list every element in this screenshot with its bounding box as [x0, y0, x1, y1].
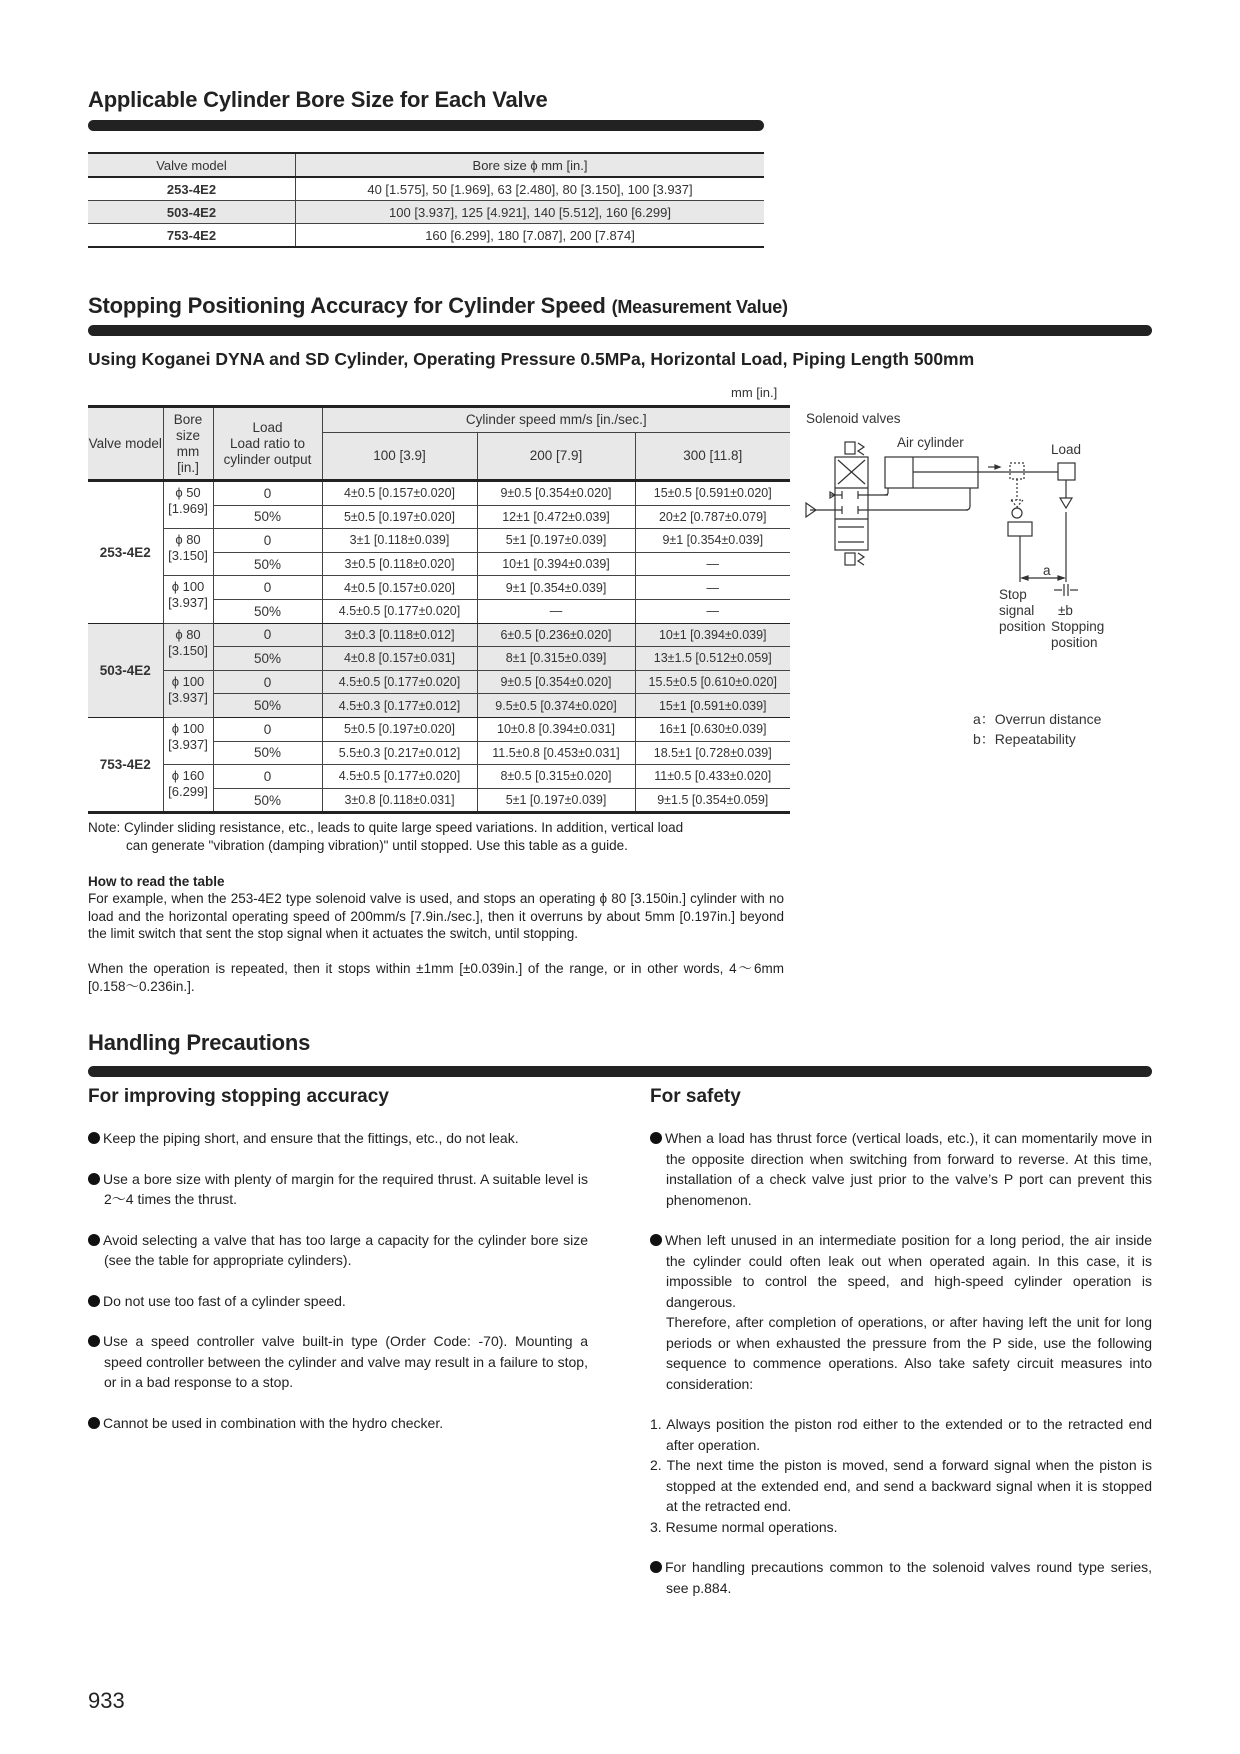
- table-row: [88, 670, 790, 694]
- solenoid-valve-icon: [835, 457, 868, 550]
- cell-load-ratio: 50%: [213, 505, 322, 529]
- load-icon: [1058, 463, 1075, 480]
- list-item: Avoid selecting a valve that has too large a capacity for the cylinder bore size (see the table for appropriate cylinders).: [88, 1230, 588, 1271]
- bullet-icon: [650, 1561, 662, 1573]
- header-valve-model: Valve model: [88, 407, 163, 481]
- cell-accuracy-value: 15±1 [0.591±0.039]: [635, 694, 790, 718]
- cell-bore-sizes: 100 [3.937], 125 [4.921], 140 [5.512], 160 [6.299]: [296, 201, 765, 224]
- bullet-icon: [88, 1234, 100, 1246]
- limit-switch-icon: [1008, 522, 1032, 536]
- label-load: Load: [1051, 442, 1082, 457]
- cell-accuracy-value: 11.5±0.8 [0.453±0.031]: [477, 741, 635, 765]
- table-row: [88, 717, 790, 741]
- cell-accuracy-value: 8±0.5 [0.315±0.020]: [477, 765, 635, 789]
- subsection-title-safety: For safety: [650, 1086, 741, 1107]
- cell-load-ratio: 50%: [213, 599, 322, 623]
- cell-accuracy-value: 9±1.5 [0.354±0.059]: [635, 788, 790, 813]
- list-item: When left unused in an intermediate position for a long period, the air inside the cylinder could often leak out when operated again. In this case, it is impossible to control the speed, and high-speed cylinder operation is dangerous.: [650, 1230, 1152, 1312]
- cell-accuracy-value: 3±1 [0.118±0.039]: [322, 529, 477, 553]
- table-row: [88, 177, 764, 201]
- cell-load-ratio: 50%: [213, 741, 322, 765]
- cell-bore-size: ϕ 100 [3.937]: [163, 717, 213, 764]
- header-speed-200: 200 [7.9]: [477, 433, 635, 481]
- header-speed-300: 300 [11.8]: [635, 433, 790, 481]
- cell-accuracy-value: 4.5±0.5 [0.177±0.020]: [322, 765, 477, 789]
- step-item: 1. Always position the piston rod either to the extended or to the retracted end after operation.: [650, 1416, 1152, 1453]
- cell-accuracy-value: 9±1 [0.354±0.039]: [635, 529, 790, 553]
- list-item: When a load has thrust force (vertical loads, etc.), it can momentarily move in the opposite direction when switching from forward to reverse. At this time, installation of a check valve just prior to the valve’s P port can prevent this phenomenon.: [650, 1128, 1152, 1210]
- cell-accuracy-value: 3±0.3 [0.118±0.012]: [322, 623, 477, 647]
- cell-accuracy-value: 4.5±0.3 [0.177±0.012]: [322, 694, 477, 718]
- header-load: Load Load ratio to cylinder output: [213, 407, 322, 481]
- cell-accuracy-value: 3±0.8 [0.118±0.031]: [322, 788, 477, 813]
- cell-valve-model: 753-4E2: [88, 717, 163, 812]
- header-bore-size: Bore size mm [in.]: [163, 407, 213, 481]
- cell-accuracy-value: 8±1 [0.315±0.039]: [477, 647, 635, 671]
- cell-accuracy-value: 12±1 [0.472±0.039]: [477, 505, 635, 529]
- cell-accuracy-value: 5±1 [0.197±0.039]: [477, 529, 635, 553]
- table-row: [88, 576, 790, 600]
- bore-size-table: [88, 152, 764, 248]
- label-air-cylinder: Air cylinder: [897, 435, 964, 450]
- header-cylinder-speed: Cylinder speed mm/s [in./sec.]: [322, 407, 790, 433]
- table-row: [88, 481, 790, 506]
- cell-accuracy-value: 5±0.5 [0.197±0.020]: [322, 717, 477, 741]
- list-item: Cannot be used in combination with the hydro checker.: [88, 1413, 588, 1434]
- step-item: 3. Resume normal operations.: [650, 1518, 838, 1535]
- bullet-icon: [88, 1295, 100, 1307]
- section-title-handling-precautions: Handling Precautions: [88, 1030, 311, 1055]
- cell-valve-model: 503-4E2: [88, 623, 163, 717]
- safety-list: [650, 1128, 1152, 1598]
- cell-load-ratio: 0: [213, 717, 322, 741]
- cell-valve-model: 253-4E2: [88, 177, 296, 201]
- list-item: Keep the piping short, and ensure that the fittings, etc., do not leak.: [88, 1128, 588, 1149]
- cell-accuracy-value: 4±0.5 [0.157±0.020]: [322, 481, 477, 506]
- legend-overrun-distance: a：Overrun distance: [973, 711, 1102, 727]
- list-item: Use a bore size with plenty of margin for the required thrust. A suitable level is 2～4 times the thrust.: [88, 1169, 588, 1210]
- legend-repeatability: b：Repeatability: [973, 731, 1076, 747]
- cell-accuracy-value: —: [635, 576, 790, 600]
- list-item: Use a speed controller valve built-in type (Order Code: -70). Mounting a speed controller between the cylinder and valve may result in a failure to stop, or in a bad response to a stop.: [88, 1331, 588, 1393]
- cell-accuracy-value: 4±0.5 [0.157±0.020]: [322, 576, 477, 600]
- stopping-accuracy-table: [88, 405, 790, 814]
- header-valve-model: Valve model: [88, 153, 296, 177]
- subsection-title-stopping-accuracy: For improving stopping accuracy: [88, 1086, 389, 1107]
- list-item-continuation: Therefore, after completion of operations, or after having left the unit for long periods or when exhausted the pressure from the P side, use the following sequence to commence operations. Also take safety circuit measures into consideration:: [666, 1314, 1152, 1392]
- table-header-row: [88, 407, 790, 433]
- cell-accuracy-value: 15.5±0.5 [0.610±0.020]: [635, 670, 790, 694]
- bullet-icon: [88, 1417, 100, 1429]
- table-body: [88, 481, 790, 813]
- cell-accuracy-value: 5±0.5 [0.197±0.020]: [322, 505, 477, 529]
- cell-load-ratio: 50%: [213, 552, 322, 576]
- cell-accuracy-value: 13±1.5 [0.512±0.059]: [635, 647, 790, 671]
- cell-load-ratio: 0: [213, 765, 322, 789]
- bullet-icon: [650, 1234, 662, 1246]
- test-conditions-subtitle: Using Koganei DYNA and SD Cylinder, Operating Pressure 0.5MPa, Horizontal Load, Piping Length 500mm: [88, 349, 975, 369]
- cell-valve-model: 253-4E2: [88, 481, 163, 624]
- title-main: Stopping Positioning Accuracy for Cylinder Speed: [88, 293, 606, 318]
- how-to-read-paragraph-2: When the operation is repeated, then it stops within ±1mm [±0.039in.] of the range, or in other words, 4～6mm [0.158～0.236in.].: [88, 961, 784, 994]
- page-number: 933: [88, 1688, 125, 1713]
- label-stop-signal-position: Stop signal position: [999, 587, 1046, 634]
- cell-accuracy-value: 20±2 [0.787±0.079]: [635, 505, 790, 529]
- table-row: [88, 529, 790, 553]
- cell-load-ratio: 0: [213, 576, 322, 600]
- unit-label: mm [in.]: [731, 385, 778, 400]
- cell-valve-model: 503-4E2: [88, 201, 296, 224]
- cell-valve-model: 753-4E2: [88, 224, 296, 248]
- cell-accuracy-value: 4.5±0.5 [0.177±0.020]: [322, 670, 477, 694]
- cell-bore-size: ϕ 100 [3.937]: [163, 670, 213, 717]
- cell-accuracy-value: —: [477, 599, 635, 623]
- cell-accuracy-value: 5.5±0.3 [0.217±0.012]: [322, 741, 477, 765]
- stopping-accuracy-list: [88, 1128, 588, 1433]
- bullet-icon: [88, 1173, 100, 1185]
- cell-load-ratio: 50%: [213, 647, 322, 671]
- label-a: a: [1043, 563, 1051, 578]
- label-plus-minus-b: ±b: [1058, 603, 1073, 618]
- cell-accuracy-value: 10±0.8 [0.394±0.031]: [477, 717, 635, 741]
- list-item: Do not use too fast of a cylinder speed.: [88, 1291, 588, 1312]
- cell-accuracy-value: —: [635, 552, 790, 576]
- section-divider-bar: [88, 1066, 1152, 1077]
- cell-accuracy-value: 5±1 [0.197±0.039]: [477, 788, 635, 813]
- cell-accuracy-value: 18.5±1 [0.728±0.039]: [635, 741, 790, 765]
- cell-accuracy-value: 15±0.5 [0.591±0.020]: [635, 481, 790, 506]
- procedure-steps: [650, 1414, 1152, 1537]
- table-note: Note: Cylinder sliding resistance, etc., leads to quite large speed variations. In addition, vertical load can generate "vibration (damping vibration)" until stopped. Use this table as a guide.: [88, 820, 684, 853]
- cell-accuracy-value: 6±0.5 [0.236±0.020]: [477, 623, 635, 647]
- cell-load-ratio: 0: [213, 481, 322, 506]
- cell-accuracy-value: 9±0.5 [0.354±0.020]: [477, 481, 635, 506]
- cell-accuracy-value: 10±1 [0.394±0.039]: [477, 552, 635, 576]
- section-title-bore-size: Applicable Cylinder Bore Size for Each Valve: [88, 87, 548, 112]
- bullet-icon: [88, 1335, 100, 1347]
- table-row: [88, 224, 764, 248]
- cell-accuracy-value: 9±0.5 [0.354±0.020]: [477, 670, 635, 694]
- cell-bore-size: ϕ 100 [3.937]: [163, 576, 213, 623]
- cell-accuracy-value: 4.5±0.5 [0.177±0.020]: [322, 599, 477, 623]
- header-speed-100: 100 [3.9]: [322, 433, 477, 481]
- label-solenoid-valves: Solenoid valves: [806, 411, 901, 426]
- cell-bore-sizes: 160 [6.299], 180 [7.087], 200 [7.874]: [425, 227, 635, 243]
- table-row: [88, 201, 764, 224]
- cell-accuracy-value: 3±0.5 [0.118±0.020]: [322, 552, 477, 576]
- table-row: [88, 765, 790, 789]
- table-header-row: [88, 153, 764, 177]
- cell-accuracy-value: 11±0.5 [0.433±0.020]: [635, 765, 790, 789]
- cell-bore-sizes: 40 [1.575], 50 [1.969], 63 [2.480], 80 [3.150], 100 [3.937]: [296, 177, 765, 201]
- bullet-icon: [88, 1132, 100, 1144]
- label-stopping-position: Stopping position: [1051, 619, 1105, 650]
- cell-accuracy-value: 9±1 [0.354±0.039]: [477, 576, 635, 600]
- how-to-read-paragraph-1: For example, when the 253-4E2 type solenoid valve is used, and stops an operating ϕ 80 [3.150in.] cylinder with no load and the horizontal operating speed of 200mm/s [7.9in./sec.], then it overruns by about 5mm [0.197in.] beyond the limit switch that sent the stop signal when it actuates the switch, until stopping.: [88, 891, 784, 941]
- cell-accuracy-value: 4±0.8 [0.157±0.031]: [322, 647, 477, 671]
- header-bore-size: Bore size ϕ mm [in.]: [296, 153, 765, 177]
- cell-load-ratio: 0: [213, 623, 322, 647]
- section-title-stopping-accuracy: [88, 293, 788, 319]
- how-to-read-title: How to read the table: [88, 874, 225, 889]
- cell-bore-size: ϕ 80 [3.150]: [163, 529, 213, 576]
- cell-load-ratio: 0: [213, 529, 322, 553]
- cell-bore-size: ϕ 160 [6.299]: [163, 765, 213, 813]
- cell-load-ratio: 0: [213, 670, 322, 694]
- cell-accuracy-value: 16±1 [0.630±0.039]: [635, 717, 790, 741]
- stopping-diagram: [800, 400, 1140, 660]
- cell-bore-size: ϕ 50 [1.969]: [163, 481, 213, 529]
- title-suffix: (Measurement Value): [611, 297, 788, 317]
- cell-accuracy-value: 9.5±0.5 [0.374±0.020]: [477, 694, 635, 718]
- cell-bore-size: ϕ 80 [3.150]: [163, 623, 213, 670]
- bullet-icon: [650, 1132, 662, 1144]
- cell-accuracy-value: —: [635, 599, 790, 623]
- section-divider-bar: [88, 120, 764, 131]
- step-item: 2. The next time the piston is moved, send a forward signal when the piston is stopped at the extended end, and send a backward signal when it is stopped at the retracted end.: [650, 1457, 1152, 1514]
- cell-load-ratio: 50%: [213, 694, 322, 718]
- section-divider-bar: [88, 325, 1152, 336]
- cell-load-ratio: 50%: [213, 788, 322, 813]
- table-row: [88, 623, 790, 647]
- list-item: For handling precautions common to the solenoid valves round type series, see p.884.: [650, 1557, 1152, 1598]
- cell-accuracy-value: 10±1 [0.394±0.039]: [635, 623, 790, 647]
